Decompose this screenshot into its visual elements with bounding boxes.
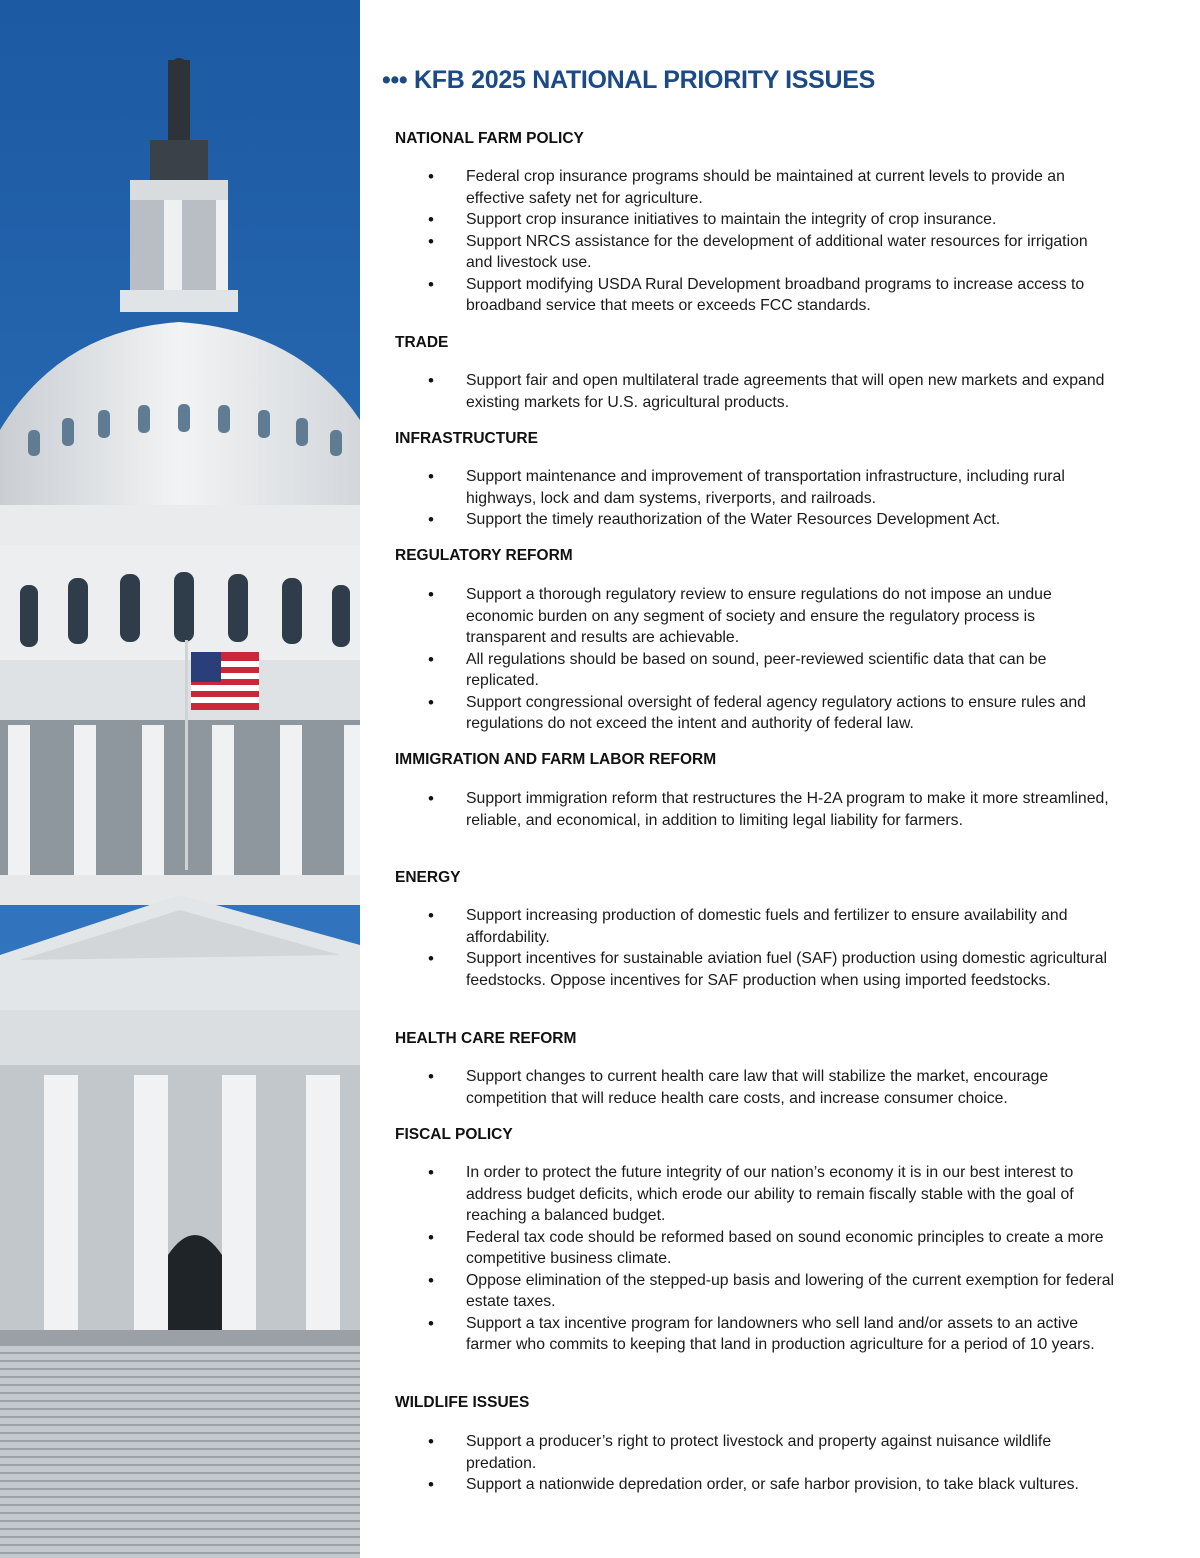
section-list-energy [360,905,1200,991]
list-item: • Oppose elimination of the stepped-up basis and lowering of the current exemption for federal estate taxes. [360,1270,1116,1313]
section-list-regulatory-reform [360,584,1200,735]
section-heading-wildlife-issues: WILDLIFE ISSUES [395,1394,530,1411]
priority-issues-content [360,0,1200,1558]
section-heading-regulatory-reform: REGULATORY REFORM [395,547,573,564]
section-list-national-farm-policy [360,166,1200,317]
section-heading-trade: TRADE [395,334,449,351]
section-list-immigration-farm-labor-reform [360,788,1200,831]
list-item: • Support a tax incentive program for landowners who sell land and/or assets to an active farmer who commits to keeping that land in production agriculture for a period of 10 years. [360,1313,1116,1356]
section-list-infrastructure [360,466,1200,531]
list-item: • Federal crop insurance programs should be maintained at current levels to provide an effective safety net for agriculture. [360,166,1116,209]
section-list-fiscal-policy [360,1162,1200,1356]
list-item: • Support modifying USDA Rural Development broadband programs to increase access to broadband service that meets or exceeds FCC standards. [360,274,1116,317]
section-list-trade [360,370,1200,413]
list-item: • Support crop insurance initiatives to maintain the integrity of crop insurance. [360,209,1116,231]
list-item: • Support a nationwide depredation order, or safe harbor provision, to take black vultures. [360,1474,1116,1496]
capitol-illustration [0,0,360,1558]
list-item: • Support congressional oversight of federal agency regulatory actions to ensure rules and regulations do not exceed the intent and authority of federal law. [360,692,1116,735]
list-item: • Support NRCS assistance for the development of additional water resources for irrigation and livestock use. [360,231,1116,274]
section-heading-energy: ENERGY [395,869,461,886]
list-item: • Support a producer’s right to protect livestock and property against nuisance wildlife predation. [360,1431,1116,1474]
list-item: • Federal tax code should be reformed based on sound economic principles to create a more competitive business climate. [360,1227,1116,1270]
list-item: • Support immigration reform that restructures the H-2A program to make it more streamlined, reliable, and economical, in addition to limiting legal liability for farmers. [360,788,1116,831]
list-item: • Support changes to current health care law that will stabilize the market, encourage competition that will reduce health care costs, and increase consumer choice. [360,1066,1116,1109]
section-heading-national-farm-policy: NATIONAL FARM POLICY [395,130,584,147]
section-heading-fiscal-policy: FISCAL POLICY [395,1126,513,1143]
list-item: • Support increasing production of domestic fuels and fertilizer to ensure availability and affordability. [360,905,1116,948]
list-item: • Support a thorough regulatory review to ensure regulations do not impose an undue economic burden on any segment of society and ensure the regulatory process is transparent and results are achievable. [360,584,1116,649]
section-heading-immigration-farm-labor-reform: IMMIGRATION AND FARM LABOR REFORM [395,751,717,768]
list-item: • Support incentives for sustainable aviation fuel (SAF) production using domestic agricultural feedstocks. Oppose incentives for SAF production when using imported feedstocks. [360,948,1116,991]
list-item: • Support the timely reauthorization of the Water Resources Development Act. [360,509,1116,531]
section-heading-health-care-reform: HEALTH CARE REFORM [395,1030,577,1047]
section-list-wildlife-issues [360,1431,1200,1496]
page-title: ••• KFB 2025 NATIONAL PRIORITY ISSUES [382,66,876,94]
list-item: • All regulations should be based on sound, peer-reviewed scientific data that can be replicated. [360,649,1116,692]
section-heading-infrastructure: INFRASTRUCTURE [395,430,538,447]
list-item: • Support fair and open multilateral trade agreements that will open new markets and expand existing markets for U.S. agricultural products. [360,370,1116,413]
capitol-photo [0,0,360,1558]
section-list-health-care-reform [360,1066,1200,1109]
list-item: • Support maintenance and improvement of transportation infrastructure, including rural highways, lock and dam systems, riverports, and railroads. [360,466,1116,509]
list-item: • In order to protect the future integrity of our nation’s economy it is in our best interest to address budget deficits, which erode our ability to remain fiscally stable with the goal of reaching a balanced budget. [360,1162,1116,1227]
